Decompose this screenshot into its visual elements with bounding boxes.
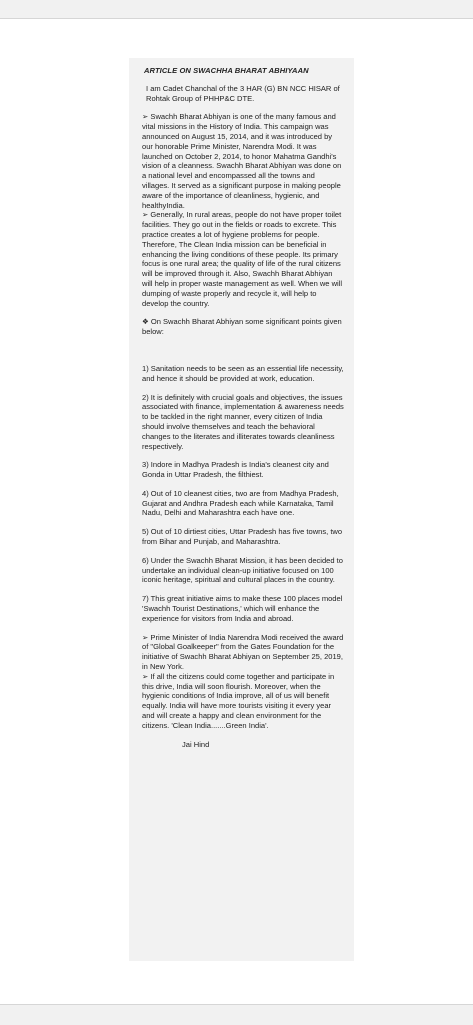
bottom-bar	[0, 1004, 473, 1025]
paragraph-1: ➢ Swachh Bharat Abhiyan is one of the many famous and vital missions in the History of India. This campaign was announced on August 15, 2014, and it was introduced by our honorable Prime Minister, Narendra Modi. It was launched on October 2, 2014, to honor Mahatma Gandhi's vision of a cleanness. Swachh Bharat Abhiyan was done on a national level and encompassed all the towns and villages. It served as a significant purpose in making people aware of the importance of cleanliness, hygienic, and healthyIndia.	[142, 112, 342, 210]
sign-off: Jai Hind	[182, 739, 210, 749]
point-6: 6) Under the Swachh Bharat Mission, it has been decided to undertake an individual clean-up initiative focused on 100 iconic heritage, spiritual and cultural places in the country.	[142, 555, 343, 585]
top-bar	[0, 0, 473, 19]
point-5: 5) Out of 10 dirtiest cities, Uttar Pradesh has five towns, two from Bihar and Punjab, and Maharashtra.	[142, 527, 343, 547]
intro-paragraph: I am Cadet Chanchal of the 3 HAR (G) BN NCC HISAR of Rohtak Group of PHHP&C DTE.	[146, 83, 340, 103]
point-1: 1) Sanitation needs to be seen as an essential life necessity, and hence it should be provided at work, education.	[142, 363, 344, 383]
point-7: 7) This great initiative aims to make these 100 places model 'Swachh Tourist Destinations,' which will enhance the experience for visitors from India and abroad.	[142, 594, 343, 623]
points-intro: ❖ On Swachh Bharat Abhiyan some significant points given below:	[142, 317, 342, 337]
article-page	[129, 58, 354, 961]
paragraph-3: ➢ Prime Minister of India Narendra Modi received the award of "Global Goalkeeper" from the Gates Foundation for the initiative of Swachh Bharat Abhiyan on September 25, 2019, in New York.	[142, 632, 344, 672]
paragraph-4: ➢ If all the citizens could come together and participate in this drive, India will soon flourish. Moreover, when the hygienic conditions of India improve, all of us will benefit equally. India will have more tourists visiting it every year and will create a happy and clean environment for the citizens. 'Clean India.......Green India'.	[142, 671, 335, 730]
point-4: 4) Out of 10 cleanest cities, two are from Madhya Pradesh, Gujarat and Andhra Pradesh each while Karnataka, Tamil Nadu, Delhi and Maharashtra each have one.	[142, 488, 339, 518]
paragraph-2: ➢ Generally, In rural areas, people do not have proper toilet facilities. They go out in the fields or roads to excrete. This practice creates a lot of hygiene problems for people. Therefore, The Clean India mission can be beneficial in enhancing the living conditions of these people. Its primary focus is one rural area; the quality of life of the rural citizens will be improved through it. Also, Swachh Bharat Abhiyan will help in proper waste management as well. When we will dumping of waste properly and recycle it, will help to develop the country.	[142, 210, 343, 308]
point-2: 2) It is definitely with crucial goals and objectives, the issues associated with finance, implementation & awareness needs to be tackled in the right manner, every citizen of India should involve themselves and teach the behavioral changes to the literates and illiterates towards cleanliness respectively.	[142, 392, 344, 451]
article-title: ARTICLE ON SWACHHA BHARAT ABHIYAAN	[144, 66, 309, 75]
point-3: 3) Indore in Madhya Pradesh is India's cleanest city and Gonda in Uttar Pradesh, the filthiest.	[142, 460, 329, 480]
